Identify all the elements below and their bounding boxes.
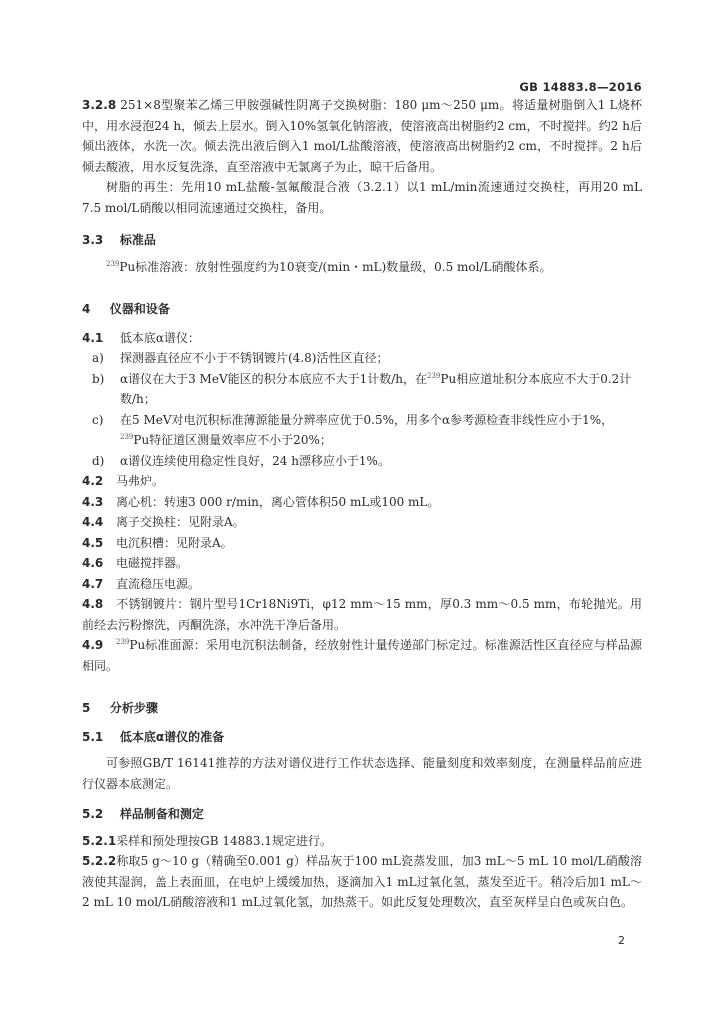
list-text: α谱仪在大于3 MeV能区的积分本底应不大于1计数/h，在$^{239}$Pu相应道址积分本底应不大于0.2计数/h； — [120, 371, 632, 406]
section-number: 4.2 — [82, 474, 104, 488]
para-3-2-8 — [82, 95, 642, 177]
section-title: 仪器和设备 — [109, 302, 170, 316]
para-text: 低本底α谱仪： — [119, 330, 200, 345]
para-4-4 — [82, 512, 642, 533]
para-text: 离子交换柱：见附录A。 — [116, 515, 245, 529]
para-4-2 — [82, 471, 642, 492]
section-number: 4.9 — [82, 638, 104, 652]
para-text: Pu标准面源：采用电沉积法制备，经放射性计量传递部门标定过。标准源活性区直径应与样品源相同。 — [82, 638, 642, 673]
document-body — [82, 95, 642, 913]
para-5-1: 可参照GB/T 16141推荐的方法对谱仪进行工作状态选择、能量刻度和效率刻度，在测量样品前应进行仪器本底测定。 — [82, 756, 642, 791]
section-title: 分析步骤 — [109, 701, 158, 715]
section-number: 4.6 — [82, 556, 104, 570]
para-text: 直流稳压电源。 — [116, 576, 201, 591]
section-number: 5.2.2 — [82, 854, 117, 868]
para-text: 不锈钢镀片：钢片型号1Cr18Ni9Ti，φ12 mm～15 mm，厚0.3 mm～0.5 mm，布轮抛光。用前经去污粉擦洗，丙酮洗涤，水冲洗干净后备用。 — [82, 597, 642, 632]
heading-5 — [82, 698, 642, 719]
list-item — [82, 369, 642, 410]
para-resin-regeneration: 树脂的再生：先用10 mL盐酸-氢氟酸混合液（3.2.1）以1 mL/min流速通过交换柱，再用20 mL 7.5 mol/L硝酸以相同流速通过交换柱，备用。 — [82, 180, 642, 215]
section-number: 5.2 — [82, 807, 104, 821]
list-item — [82, 451, 642, 472]
para-3-3 — [82, 257, 642, 278]
isotope-mass: 239 — [116, 638, 130, 646]
para-text: 称取5 g～10 g（精确至0.001 g）样品灰于100 mL瓷蒸发皿，加3 mL～5 mL 10 mol/L硝酸溶液使其湿润，盖上表面皿，在电炉上缓缓加热，逐滴加入1 mL过氧化氢，蒸发至近干。稍冷后加1 mL～2 mL 10 mol/L硝酸溶液和1 mL过氧化氢，加热蒸干。如此反复处理数次，直至灰样呈白色或灰白色。 — [82, 854, 642, 909]
para-text: 电沉积槽：见附录A。 — [116, 535, 233, 550]
para-text: Pu标准溶液：放射性强度约为10衰变/(min・mL)数量级，0.5 mol/L硝酸体系。 — [119, 259, 552, 274]
section-number: 4.7 — [82, 576, 104, 591]
para-5-2-2 — [82, 851, 642, 913]
heading-5-1 — [82, 727, 642, 748]
section-number: 5.2.1 — [82, 833, 117, 848]
heading-5-2 — [82, 804, 642, 825]
para-text: 离心机：转速3 000 r/min，离心管体积50 mL或100 mL。 — [116, 494, 440, 509]
para-4-3 — [82, 492, 642, 513]
list-text: α谱仪连续使用稳定性良好，24 h漂移应小于1%。 — [120, 453, 390, 468]
section-number: 4.1 — [82, 330, 104, 345]
section-number: 3.2.8 — [82, 98, 117, 112]
isotope-mass: 239 — [106, 259, 120, 268]
para-text: 马弗炉。 — [116, 474, 165, 488]
list-key: c) — [92, 412, 104, 427]
section-title: 样品制备和测定 — [119, 807, 204, 821]
para-text: 采样和预处理按GB 14883.1规定进行。 — [116, 833, 333, 848]
heading-3-3 — [82, 230, 642, 251]
section-number: 4.5 — [82, 535, 104, 550]
para-text: 251×8型聚苯乙烯三甲胺强碱性阴离子交换树脂：180 μm～250 μm。将适量树脂倒入1 L烧杯中，用水浸泡24 h，倾去上层水。倒入10%氢氧化钠溶液，使溶液高出树脂约2 cm，不时搅拌。约2 h后倾出液体，水洗一次。倾去洗出液后倒入1 mol/L盐酸溶液，使溶液高出树脂约2 cm，不时搅拌。2 h后倾去酸液，用水反复洗涤，直至溶液中无氯离子为止，晾干后备用。 — [82, 98, 642, 174]
para-4-8 — [82, 594, 642, 635]
isotope-mass: 239 — [427, 371, 441, 380]
list-text: 在5 MeV对电沉积标准薄源能量分辨率应优于0.5%，用多个α参考源检查非线性应小于1%，$^{239}$Pu特征道区测量效率应不小于20%； — [120, 412, 614, 447]
para-4-9 — [82, 635, 642, 676]
list-key: a) — [92, 351, 104, 365]
section-number: 5.1 — [82, 729, 104, 744]
section-number: 4 — [82, 302, 91, 316]
section-number: 4.8 — [82, 597, 104, 611]
list-item — [82, 410, 642, 451]
section-number: 4.4 — [82, 515, 104, 529]
heading-4 — [82, 299, 642, 320]
list-key: b) — [92, 371, 105, 386]
para-text: 电磁搅拌器。 — [116, 556, 189, 570]
list-item — [82, 348, 642, 369]
section-number: 5 — [82, 701, 91, 715]
section-title: 标准品 — [119, 233, 156, 247]
section-number: 3.3 — [82, 233, 104, 247]
para-4-1 — [82, 328, 642, 349]
page-number: 2 — [618, 934, 625, 947]
isotope-mass: 239 — [120, 433, 134, 441]
para-4-6 — [82, 553, 642, 574]
section-number: 4.3 — [82, 494, 104, 509]
list-key: d) — [92, 453, 105, 468]
para-4-5 — [82, 533, 642, 554]
standard-number: GB 14883.8—2016 — [519, 80, 642, 94]
para-4-7 — [82, 574, 642, 595]
list-text: 探测器直径应不小于不锈钢镀片(4.8)活性区直径； — [120, 351, 389, 365]
section-title: 低本底α谱仪的准备 — [119, 729, 225, 744]
para-5-2-1 — [82, 831, 642, 852]
